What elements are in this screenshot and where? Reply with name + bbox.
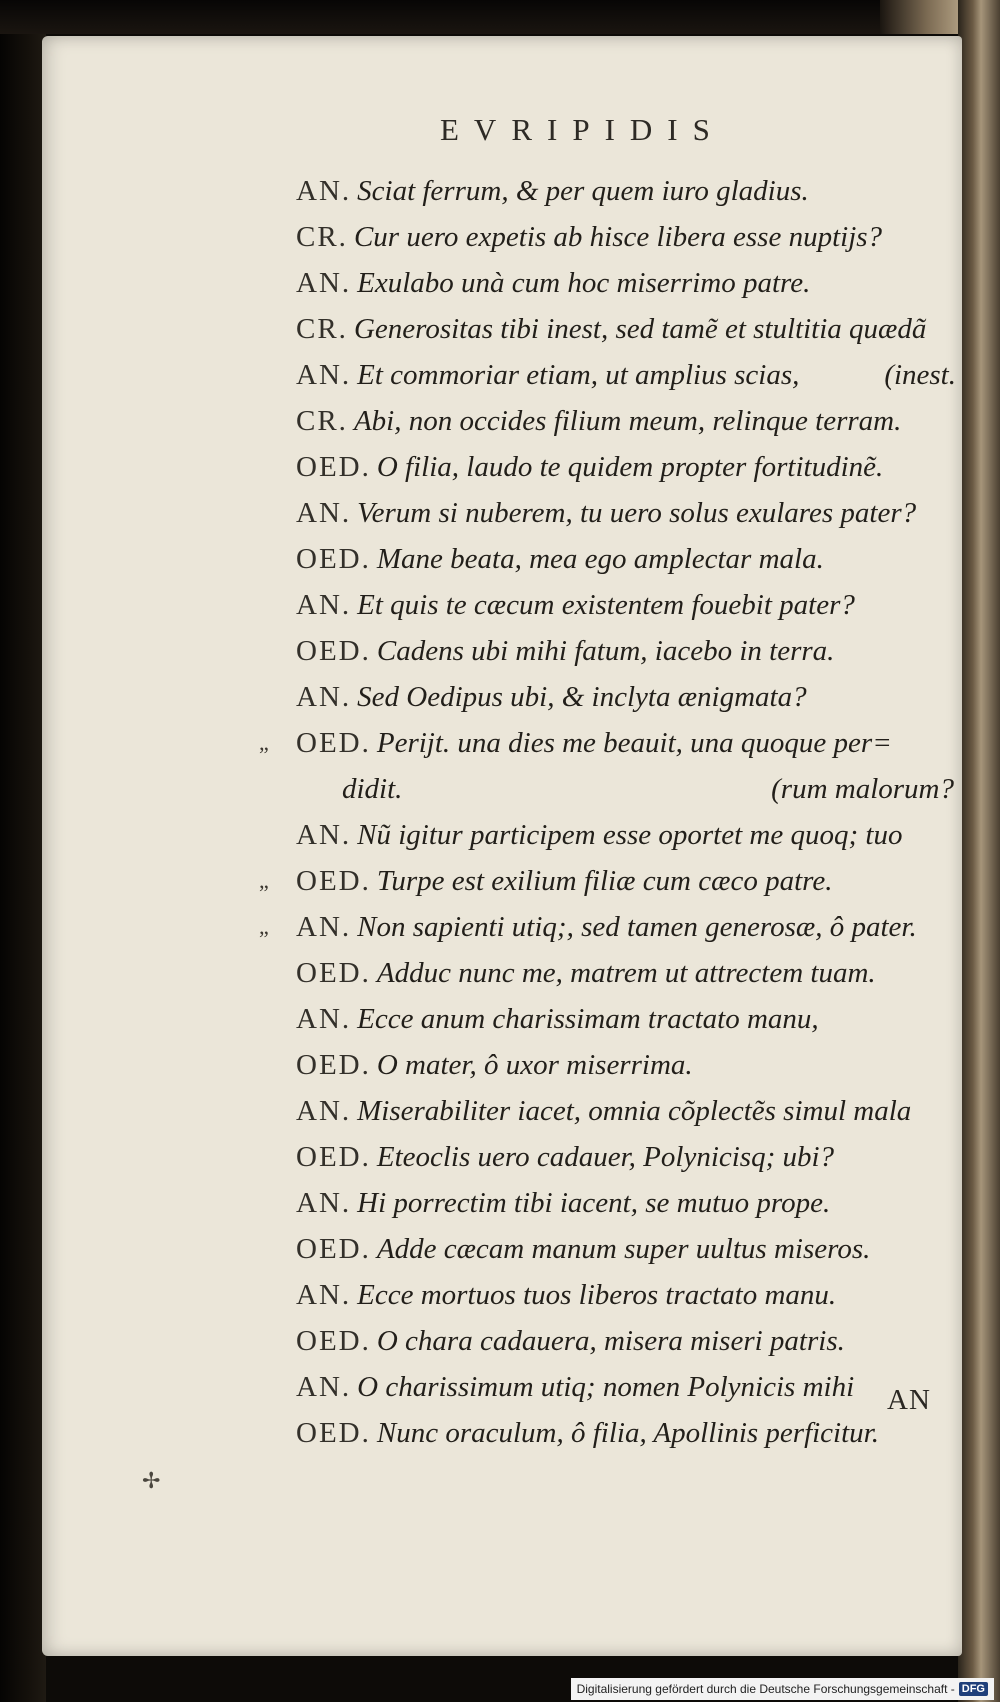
line-text: Perijt. una dies me beauit, una quoque per=	[376, 727, 892, 759]
line-text: Turpe est exilium filiæ cum cæco patre.	[376, 865, 833, 897]
line-text: Et commoriar etiam, ut amplius scias,	[357, 359, 800, 391]
line-text: Abi, non occides filium meum, relinque terram.	[353, 405, 902, 437]
speaker-label: CR.	[296, 405, 348, 437]
dialogue-line	[296, 490, 966, 536]
speaker-label: AN.	[296, 819, 352, 851]
dialogue-line	[296, 398, 966, 444]
dialogue-line	[296, 720, 966, 766]
dialogue-line	[296, 950, 966, 996]
dialogue-line	[296, 536, 966, 582]
line-text: Eteoclis uero cadauer, Polynicisq; ubi?	[376, 1141, 835, 1173]
line-text: Nũ igitur participem esse oportet me quoq; tuo	[357, 819, 903, 851]
line-text: Cadens ubi mihi fatum, iacebo in terra.	[376, 635, 835, 667]
speaker-label: AN.	[296, 175, 352, 207]
speaker-label: CR.	[296, 313, 348, 345]
dialogue-line	[296, 858, 966, 904]
quotation-mark: „	[259, 868, 270, 893]
runover-fragment: (rum malorum?	[771, 773, 954, 805]
line-text: Ecce mortuos tuos liberos tractato manu.	[357, 1279, 837, 1311]
dialogue-line	[296, 1272, 966, 1318]
quotation-mark: „	[259, 914, 270, 939]
line-text: O charissimum utiq; nomen Polynicis mihi	[357, 1371, 855, 1403]
dialogue-line	[296, 1364, 966, 1410]
line-text: Sciat ferrum, & per quem iuro gladius.	[357, 175, 809, 207]
dfg-logo: DFG	[959, 1682, 988, 1696]
line-text: Et quis te cæcum existentem fouebit pater?	[357, 589, 855, 621]
speaker-label: OED.	[296, 1417, 371, 1449]
line-text: Cur uero expetis ab hisce libera esse nuptijs?	[353, 221, 883, 253]
line-text: Exulabo unà cum hoc miserrimo patre.	[357, 267, 811, 299]
speaker-label: OED.	[296, 635, 371, 667]
dialogue-line	[296, 168, 966, 214]
dialogue-line	[296, 996, 966, 1042]
speaker-label: OED.	[296, 727, 371, 759]
dialogue-line	[296, 1180, 966, 1226]
speaker-label: OED.	[296, 1233, 371, 1265]
speaker-label: AN.	[296, 911, 352, 943]
line-text: Non sapienti utiq;, sed tamen generosæ, ô pater.	[357, 911, 917, 943]
line-text: Nunc oraculum, ô filia, Apollinis perficitur.	[376, 1417, 879, 1449]
dialogue-line	[296, 214, 966, 260]
speaker-label: OED.	[296, 957, 371, 989]
speaker-label: AN.	[296, 1003, 352, 1035]
footer-text: Digitalisierung gefördert durch die Deutsche Forschungsgemeinschaft -	[576, 1682, 955, 1696]
speaker-label: OED.	[296, 1049, 371, 1081]
dialogue-line	[296, 306, 966, 352]
dialogue-line	[296, 1134, 966, 1180]
line-text: O chara cadauera, misera miseri patris.	[376, 1325, 845, 1357]
line-text: Adduc nunc me, matrem ut attrectem tuam.	[376, 957, 876, 989]
speaker-label: OED.	[296, 543, 371, 575]
dialogue-line	[296, 1042, 966, 1088]
speaker-label: AN.	[296, 267, 352, 299]
dialogue-line	[296, 1088, 966, 1134]
dialogue-line	[296, 904, 966, 950]
speaker-label: OED.	[296, 1325, 371, 1357]
line-text: Miserabiliter iacet, omnia cõplectẽs simul mala	[357, 1095, 912, 1127]
dialogue-line	[296, 1318, 966, 1364]
speaker-label: AN.	[296, 497, 352, 529]
margin-mark: ✢	[142, 1468, 161, 1493]
speaker-label: OED.	[296, 451, 371, 483]
speaker-label: AN.	[296, 1371, 352, 1403]
speaker-label: AN.	[296, 1279, 352, 1311]
speaker-label: OED.	[296, 865, 371, 897]
runover-fragment: (inest.	[884, 359, 956, 391]
catchword: AN	[887, 1384, 931, 1416]
dialogue-line	[296, 260, 966, 306]
dialogue-line	[296, 1410, 966, 1456]
dialogue-line	[296, 628, 966, 674]
line-text: Hi porrectim tibi iacent, se mutuo prope.	[357, 1187, 831, 1219]
dialogue-line	[296, 444, 966, 490]
speaker-label: OED.	[296, 1141, 371, 1173]
speaker-label: AN.	[296, 589, 352, 621]
line-text: Generositas tibi inest, sed tamẽ et stultitia quædã	[353, 313, 927, 345]
line-text: Adde cæcam manum super uultus miseros.	[376, 1233, 871, 1265]
speaker-label: CR.	[296, 221, 348, 253]
dialogue-line	[296, 582, 966, 628]
speaker-label: AN.	[296, 1187, 352, 1219]
dialogue-line	[296, 674, 966, 720]
dialogue-line	[296, 352, 966, 398]
line-text: Ecce anum charissimam tractato manu,	[357, 1003, 819, 1035]
dialogue-line	[296, 1226, 966, 1272]
line-text: O filia, laudo te quidem propter fortitudinẽ.	[376, 451, 884, 483]
line-text: O mater, ô uxor miserrima.	[376, 1049, 693, 1081]
digitization-footer	[571, 1678, 994, 1700]
speaker-label: AN.	[296, 681, 352, 713]
quotation-mark: „	[259, 730, 270, 755]
running-head: EVRIPIDIS	[440, 112, 725, 147]
line-text: Mane beata, mea ego amplectar mala.	[376, 543, 824, 575]
dialogue-line	[342, 766, 954, 812]
line-text: didit.	[342, 773, 403, 805]
speaker-label: AN.	[296, 1095, 352, 1127]
speaker-label: AN.	[296, 359, 352, 391]
dialogue-line	[296, 812, 966, 858]
line-text: Sed Oedipus ubi, & inclyta ænigmata?	[357, 681, 807, 713]
line-text: Verum si nuberem, tu uero solus exulares pater?	[357, 497, 917, 529]
